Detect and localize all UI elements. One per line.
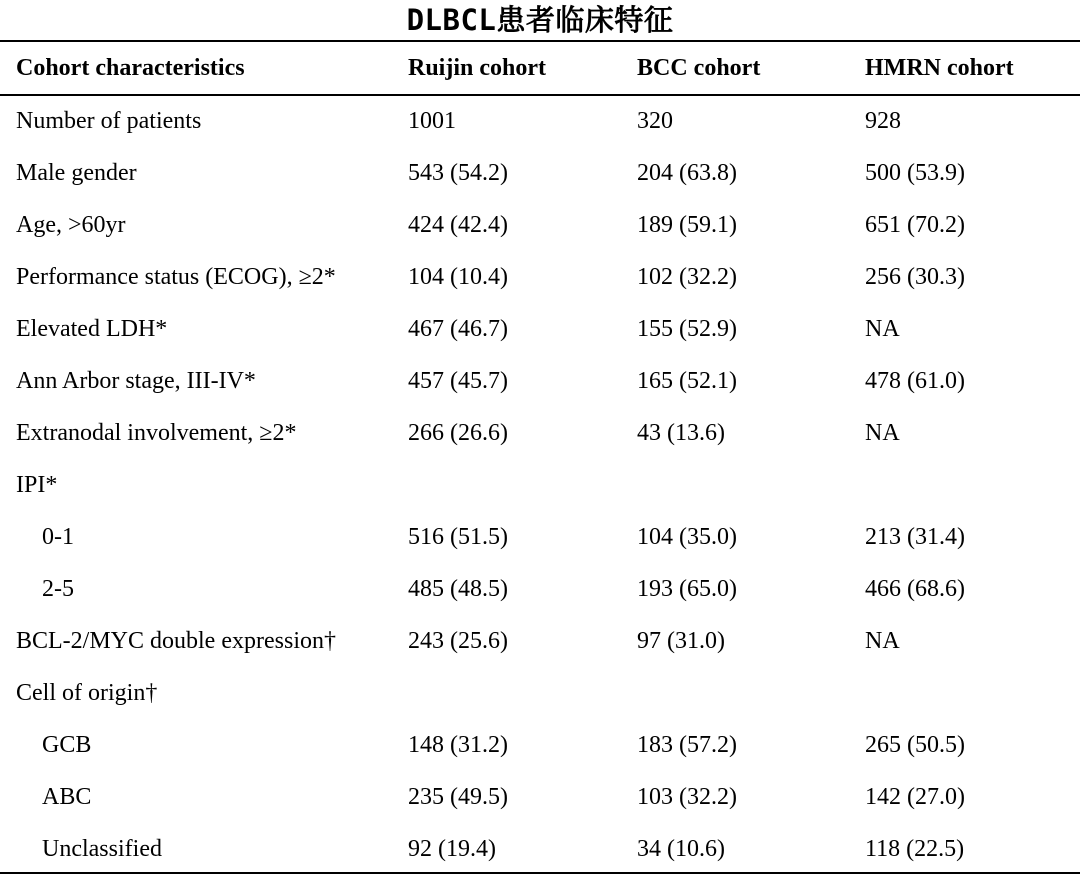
- cell-bcc: 155 (52.9): [637, 316, 737, 342]
- cell-hmrn: NA: [865, 420, 900, 446]
- row-label: IPI*: [16, 472, 58, 498]
- table-row: [0, 95, 1080, 147]
- cell-ruijin: 92 (19.4): [408, 836, 496, 862]
- cell-bcc: 183 (57.2): [637, 732, 737, 758]
- cell-hmrn: NA: [865, 628, 900, 654]
- cell-hmrn: 256 (30.3): [865, 264, 965, 290]
- row-label: Number of patients: [16, 108, 202, 134]
- cell-bcc: 165 (52.1): [637, 368, 737, 394]
- cell-ruijin: 467 (46.7): [408, 316, 508, 342]
- table-row: [0, 823, 1080, 875]
- cell-ruijin: 1001: [408, 108, 456, 134]
- table-row: [0, 511, 1080, 563]
- row-label: 0-1: [42, 524, 74, 550]
- cell-bcc: 204 (63.8): [637, 160, 737, 186]
- header-bcc-cohort: BCC cohort: [637, 55, 761, 81]
- table-row: [0, 355, 1080, 407]
- cell-ruijin: 104 (10.4): [408, 264, 508, 290]
- table-row: [0, 459, 1080, 511]
- cell-ruijin: 235 (49.5): [408, 784, 508, 810]
- table-bottom-rule: [0, 872, 1080, 874]
- table-row: [0, 147, 1080, 199]
- cell-ruijin: 148 (31.2): [408, 732, 508, 758]
- cell-hmrn: 265 (50.5): [865, 732, 965, 758]
- row-label: Cell of origin†: [16, 680, 158, 706]
- row-label: Age, >60yr: [16, 212, 126, 238]
- cell-bcc: 97 (31.0): [637, 628, 725, 654]
- cell-bcc: 34 (10.6): [637, 836, 725, 862]
- table-row: [0, 667, 1080, 719]
- table-row: [0, 719, 1080, 771]
- cell-hmrn: 466 (68.6): [865, 576, 965, 602]
- row-label: Ann Arbor stage, III-IV*: [16, 368, 256, 394]
- page-title: DLBCL患者临床特征: [406, 3, 674, 37]
- row-label: Extranodal involvement, ≥2*: [16, 420, 297, 446]
- table-row: [0, 407, 1080, 459]
- table-row: [0, 563, 1080, 615]
- cell-hmrn: 928: [865, 108, 901, 134]
- cell-ruijin: 266 (26.6): [408, 420, 508, 446]
- row-label: Unclassified: [42, 836, 162, 862]
- cell-bcc: 43 (13.6): [637, 420, 725, 446]
- table-row: [0, 615, 1080, 667]
- table-header-row: [0, 42, 1080, 94]
- row-label: Elevated LDH*: [16, 316, 168, 342]
- table-row: [0, 303, 1080, 355]
- cell-bcc: 193 (65.0): [637, 576, 737, 602]
- cell-bcc: 320: [637, 108, 673, 134]
- row-label: Male gender: [16, 160, 137, 186]
- cell-ruijin: 424 (42.4): [408, 212, 508, 238]
- cell-hmrn: 651 (70.2): [865, 212, 965, 238]
- row-label: GCB: [42, 732, 92, 758]
- cell-hmrn: 142 (27.0): [865, 784, 965, 810]
- cell-bcc: 189 (59.1): [637, 212, 737, 238]
- cell-hmrn: 213 (31.4): [865, 524, 965, 550]
- cell-hmrn: 478 (61.0): [865, 368, 965, 394]
- cell-bcc: 103 (32.2): [637, 784, 737, 810]
- cell-hmrn: 500 (53.9): [865, 160, 965, 186]
- table-row: [0, 771, 1080, 823]
- header-ruijin-cohort: Ruijin cohort: [408, 55, 546, 81]
- cell-hmrn: 118 (22.5): [865, 836, 965, 862]
- cell-hmrn: NA: [865, 316, 900, 342]
- cell-ruijin: 243 (25.6): [408, 628, 508, 654]
- cell-bcc: 104 (35.0): [637, 524, 737, 550]
- cell-ruijin: 457 (45.7): [408, 368, 508, 394]
- row-label: Performance status (ECOG), ≥2*: [16, 264, 336, 290]
- cell-ruijin: 543 (54.2): [408, 160, 508, 186]
- header-cohort-characteristics: Cohort characteristics: [16, 55, 245, 81]
- row-label: 2-5: [42, 576, 74, 602]
- table-row: [0, 251, 1080, 303]
- table-row: [0, 199, 1080, 251]
- cell-bcc: 102 (32.2): [637, 264, 737, 290]
- cell-ruijin: 485 (48.5): [408, 576, 508, 602]
- header-hmrn-cohort: HMRN cohort: [865, 55, 1014, 81]
- row-label: ABC: [42, 784, 92, 810]
- row-label: BCL-2/MYC double expression†: [16, 628, 336, 654]
- cell-ruijin: 516 (51.5): [408, 524, 508, 550]
